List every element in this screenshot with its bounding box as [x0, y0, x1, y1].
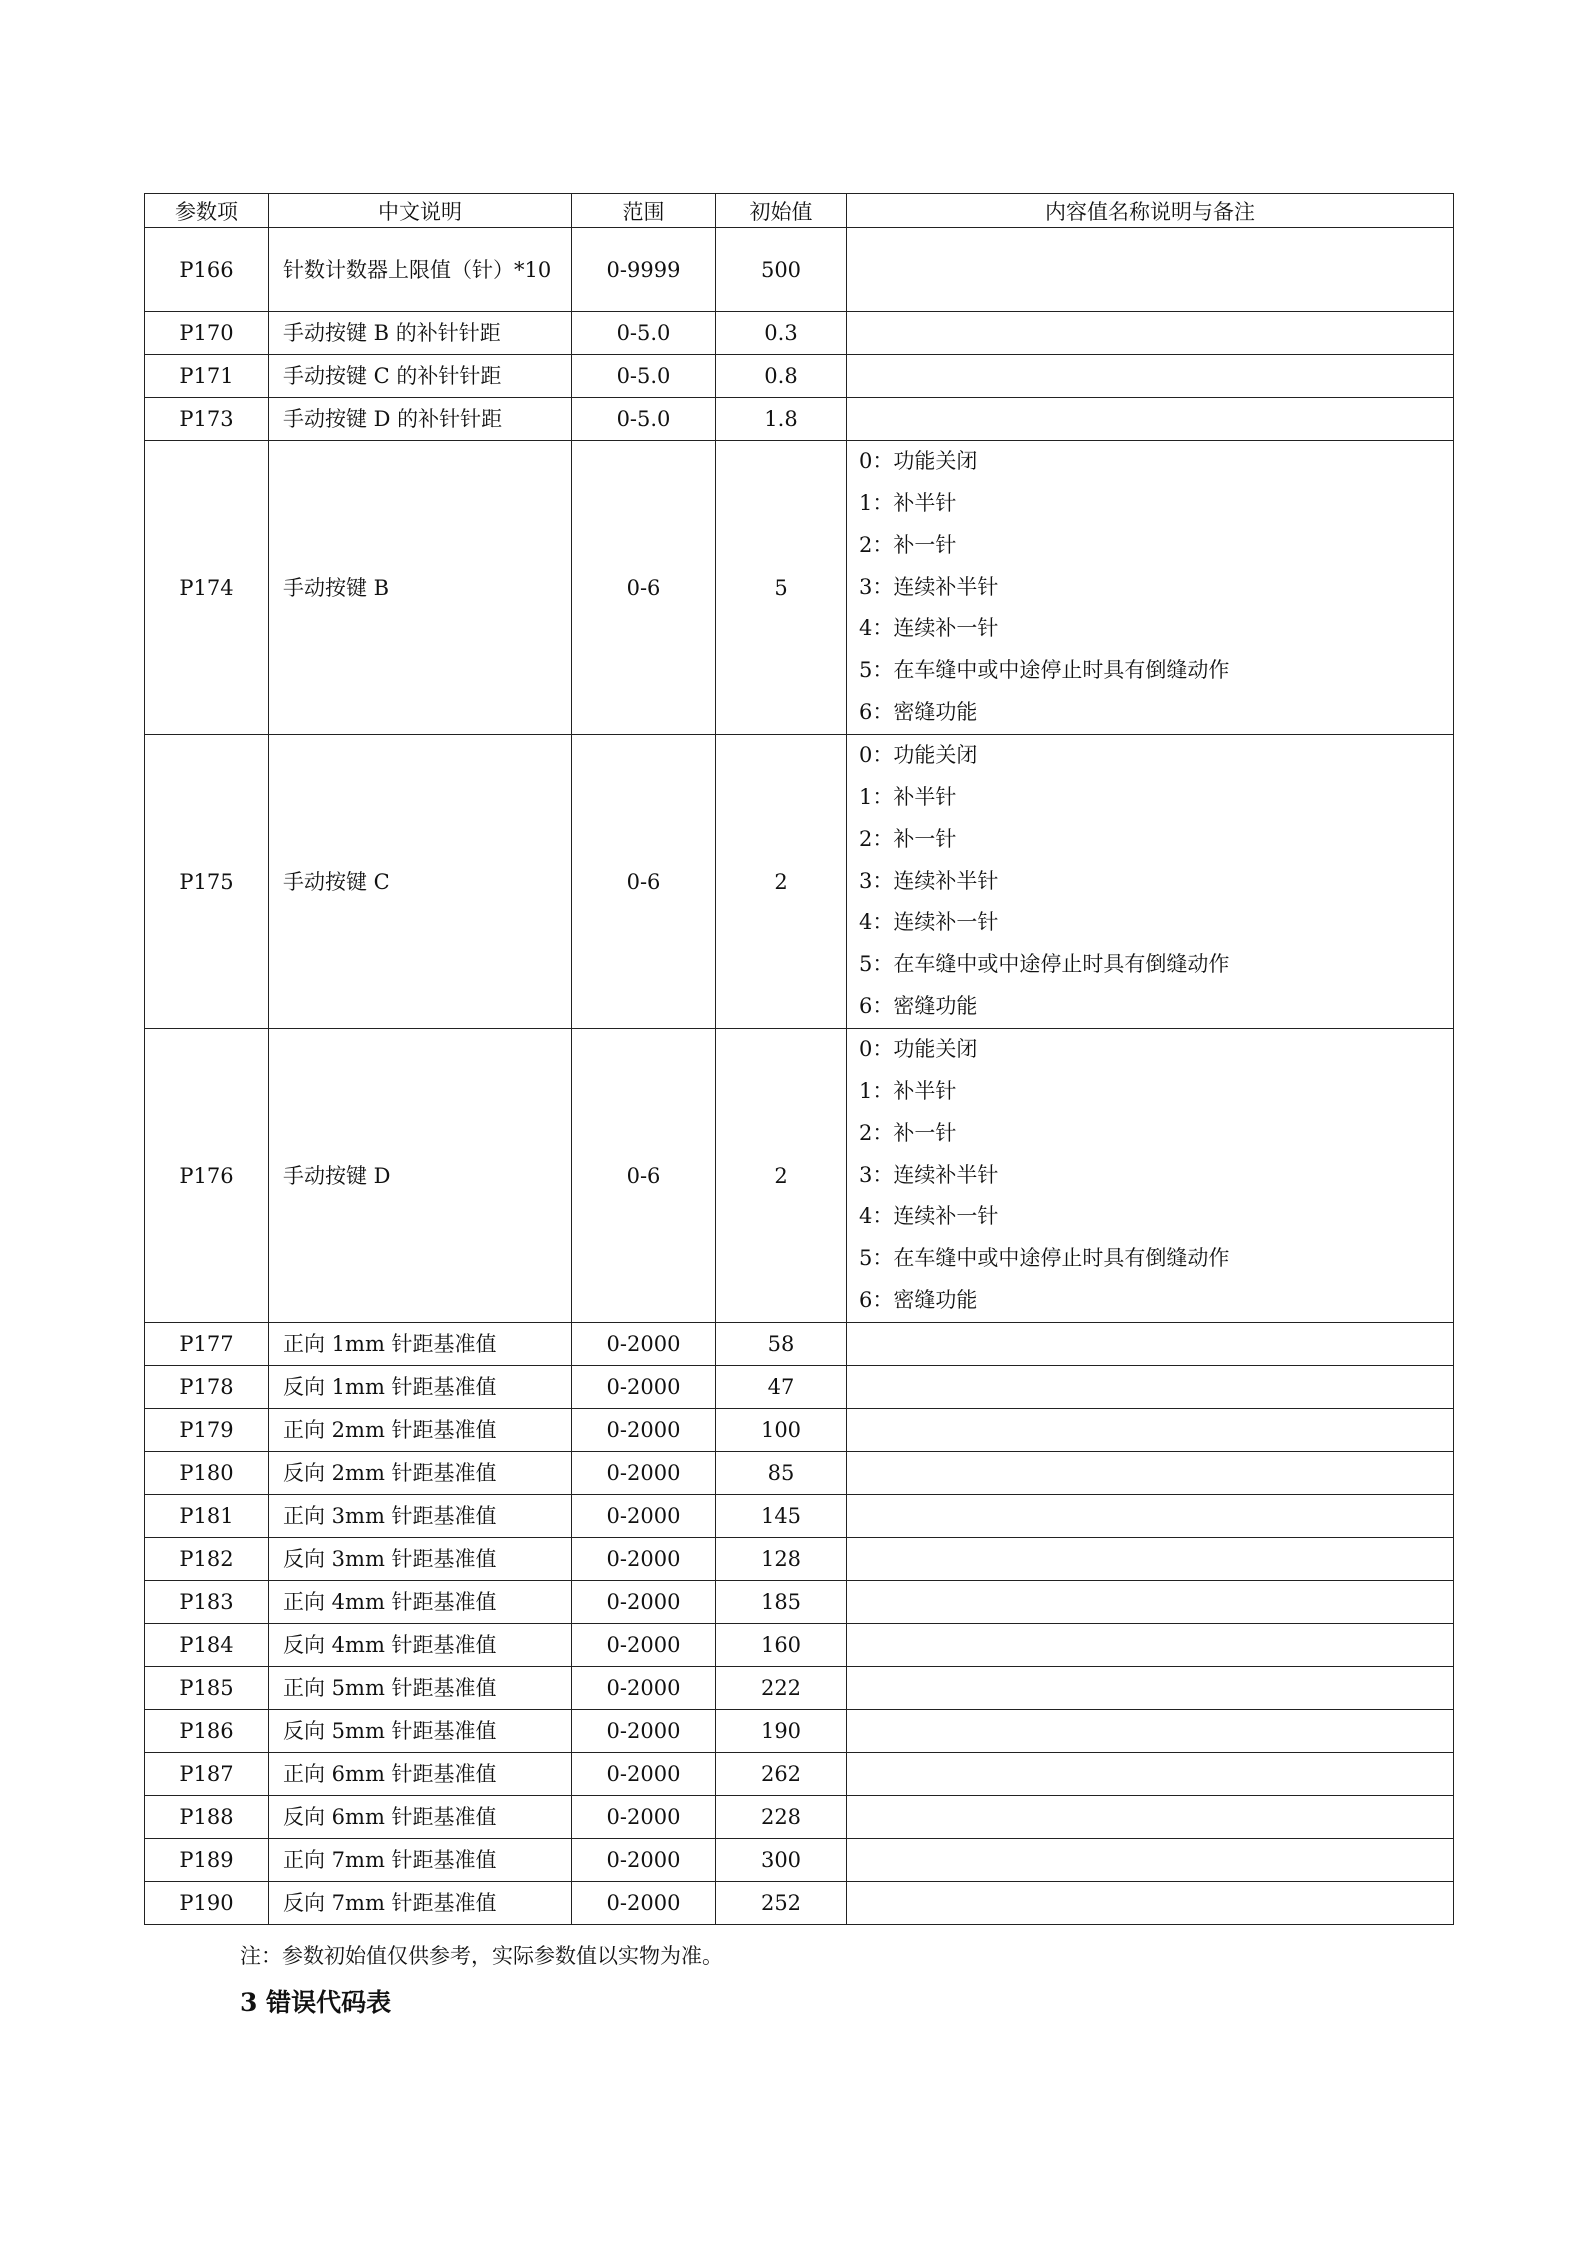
- cell-desc: [269, 1796, 572, 1839]
- table-row: [145, 1323, 1454, 1366]
- cell-desc-text: 正向 7mm 针距基准值: [283, 1848, 497, 1872]
- cell-desc-text: 反向 2mm 针距基准值: [283, 1461, 497, 1485]
- option-line: 5：在车缝中或中途停止时具有倒缝动作: [859, 658, 1230, 683]
- cell-desc-text: 手动按键 C: [283, 869, 390, 894]
- cell-init: 222: [716, 1667, 847, 1710]
- cell-desc: [269, 441, 572, 735]
- cell-range: 0-2000: [572, 1624, 716, 1667]
- table-row: [145, 1495, 1454, 1538]
- option-line: 4：连续补一针: [859, 1204, 999, 1229]
- option-line: 6：密缝功能: [859, 699, 978, 724]
- cell-desc: [269, 1409, 572, 1452]
- cell-init: 85: [716, 1452, 847, 1495]
- cell-desc-text: 反向 5mm 针距基准值: [283, 1719, 497, 1743]
- table-row: [145, 398, 1454, 441]
- cell-range: 0-5.0: [572, 398, 716, 441]
- cell-param: P186: [145, 1710, 269, 1753]
- cell-desc-text: 反向 1mm 针距基准值: [283, 1375, 497, 1399]
- cell-param: P166: [145, 228, 269, 312]
- cell-note: [847, 1581, 1454, 1624]
- option-line: 1：补半针: [859, 1079, 957, 1103]
- cell-desc: [269, 312, 572, 355]
- cell-range: 0-2000: [572, 1667, 716, 1710]
- cell-init: 0.3: [716, 312, 847, 355]
- cell-desc-text: 手动按键 C 的补针针距: [283, 364, 502, 388]
- cell-param: P170: [145, 312, 269, 355]
- cell-desc: [269, 1029, 572, 1323]
- option-line: 1：补半针: [859, 491, 957, 515]
- table-row: [145, 355, 1454, 398]
- header-desc: 中文说明: [269, 194, 572, 228]
- cell-init: 2: [716, 735, 847, 1029]
- cell-param: P171: [145, 355, 269, 398]
- cell-init: 190: [716, 1710, 847, 1753]
- cell-init: 5: [716, 441, 847, 735]
- cell-init: 128: [716, 1538, 847, 1581]
- cell-param: P182: [145, 1538, 269, 1581]
- cell-range: 0-2000: [572, 1796, 716, 1839]
- cell-desc: [269, 735, 572, 1029]
- section-heading: 3 错误代码表: [240, 1988, 392, 2017]
- cell-desc: [269, 1667, 572, 1710]
- cell-param: P183: [145, 1581, 269, 1624]
- cell-note: [847, 312, 1454, 355]
- table-row: [145, 1710, 1454, 1753]
- cell-param: P173: [145, 398, 269, 441]
- cell-desc: [269, 1839, 572, 1882]
- cell-note: [847, 1796, 1454, 1839]
- option-line: 0：功能关闭: [859, 743, 978, 768]
- cell-note-options: [847, 1029, 1454, 1323]
- cell-init: 228: [716, 1796, 847, 1839]
- cell-desc-text: 反向 4mm 针距基准值: [283, 1633, 497, 1657]
- cell-desc: [269, 1323, 572, 1366]
- option-line: 6：密缝功能: [859, 993, 978, 1018]
- table-footnote: 注：参数初始值仅供参考，实际参数值以实物为准。: [240, 1944, 723, 1968]
- table-row: [145, 1753, 1454, 1796]
- cell-desc: [269, 1366, 572, 1409]
- table-row: [145, 1029, 1454, 1323]
- cell-desc-text: 针数计数器上限值（针）*10: [283, 257, 552, 282]
- cell-init: 252: [716, 1882, 847, 1925]
- cell-param: P184: [145, 1624, 269, 1667]
- option-line: 3：连续补半针: [859, 574, 999, 599]
- cell-param: P187: [145, 1753, 269, 1796]
- cell-param: P178: [145, 1366, 269, 1409]
- option-line: 1：补半针: [859, 785, 957, 809]
- cell-range: 0-2000: [572, 1452, 716, 1495]
- table-body: [145, 228, 1454, 1925]
- cell-note: [847, 1495, 1454, 1538]
- cell-init: 262: [716, 1753, 847, 1796]
- option-line: 2：补一针: [859, 1120, 957, 1145]
- cell-note: [847, 1667, 1454, 1710]
- table-row: [145, 1624, 1454, 1667]
- cell-init: 1.8: [716, 398, 847, 441]
- cell-desc-text: 正向 4mm 针距基准值: [283, 1590, 497, 1614]
- cell-init: 160: [716, 1624, 847, 1667]
- option-line: 5：在车缝中或中途停止时具有倒缝动作: [859, 1246, 1230, 1271]
- cell-note: [847, 398, 1454, 441]
- cell-desc-text: 手动按键 D 的补针针距: [283, 407, 503, 431]
- cell-param: P177: [145, 1323, 269, 1366]
- cell-desc-text: 手动按键 B: [283, 575, 390, 600]
- cell-range: 0-6: [572, 441, 716, 735]
- cell-param: P175: [145, 735, 269, 1029]
- cell-note: [847, 1452, 1454, 1495]
- option-line: 3：连续补半针: [859, 1162, 999, 1187]
- cell-note: [847, 1882, 1454, 1925]
- cell-desc-text: 反向 7mm 针距基准值: [283, 1891, 497, 1915]
- cell-desc: [269, 1581, 572, 1624]
- cell-range: 0-5.0: [572, 355, 716, 398]
- cell-range: 0-2000: [572, 1366, 716, 1409]
- cell-param: P180: [145, 1452, 269, 1495]
- cell-note: [847, 1366, 1454, 1409]
- table-row: [145, 1796, 1454, 1839]
- table-row: [145, 1366, 1454, 1409]
- table-row: [145, 735, 1454, 1029]
- cell-range: 0-2000: [572, 1581, 716, 1624]
- table-row: [145, 1581, 1454, 1624]
- cell-note: [847, 1409, 1454, 1452]
- cell-param: P188: [145, 1796, 269, 1839]
- table-row: [145, 228, 1454, 312]
- cell-init: 145: [716, 1495, 847, 1538]
- table-row: [145, 312, 1454, 355]
- table-row: [145, 1538, 1454, 1581]
- cell-desc: [269, 228, 572, 312]
- cell-param: P176: [145, 1029, 269, 1323]
- cell-param: P185: [145, 1667, 269, 1710]
- table-row: [145, 1882, 1454, 1925]
- cell-desc-text: 正向 5mm 针距基准值: [283, 1676, 497, 1700]
- cell-desc: [269, 1452, 572, 1495]
- cell-range: 0-2000: [572, 1753, 716, 1796]
- cell-init: 300: [716, 1839, 847, 1882]
- cell-init: 100: [716, 1409, 847, 1452]
- table-row: [145, 1667, 1454, 1710]
- cell-note: [847, 1538, 1454, 1581]
- header-row: [145, 194, 1454, 228]
- cell-note: [847, 1624, 1454, 1667]
- cell-param: P181: [145, 1495, 269, 1538]
- cell-param: P179: [145, 1409, 269, 1452]
- option-line: 2：补一针: [859, 532, 957, 557]
- option-line: 3：连续补半针: [859, 868, 999, 893]
- cell-note: [847, 1710, 1454, 1753]
- header-note: 内容值名称说明与备注: [847, 194, 1454, 228]
- table-row: [145, 1409, 1454, 1452]
- cell-desc: [269, 1753, 572, 1796]
- cell-note: [847, 1753, 1454, 1796]
- cell-desc-text: 正向 2mm 针距基准值: [283, 1418, 497, 1442]
- parameter-table: [144, 193, 1454, 1925]
- cell-init: 2: [716, 1029, 847, 1323]
- header-range: 范围: [572, 194, 716, 228]
- cell-init: 0.8: [716, 355, 847, 398]
- cell-init: 58: [716, 1323, 847, 1366]
- cell-desc: [269, 1882, 572, 1925]
- option-line: 6：密缝功能: [859, 1287, 978, 1312]
- cell-note: [847, 355, 1454, 398]
- option-line: 0：功能关闭: [859, 1037, 978, 1062]
- cell-desc-text: 正向 1mm 针距基准值: [283, 1332, 497, 1356]
- cell-range: 0-5.0: [572, 312, 716, 355]
- cell-param: P190: [145, 1882, 269, 1925]
- option-line: 4：连续补一针: [859, 616, 999, 641]
- cell-desc-text: 反向 3mm 针距基准值: [283, 1547, 497, 1571]
- cell-desc: [269, 355, 572, 398]
- cell-desc: [269, 1538, 572, 1581]
- cell-init: 47: [716, 1366, 847, 1409]
- cell-range: 0-6: [572, 735, 716, 1029]
- cell-desc-text: 手动按键 B 的补针针距: [283, 321, 501, 345]
- cell-range: 0-2000: [572, 1839, 716, 1882]
- cell-range: 0-2000: [572, 1495, 716, 1538]
- cell-desc: [269, 1710, 572, 1753]
- table-row: [145, 1839, 1454, 1882]
- option-line: 0：功能关闭: [859, 449, 978, 474]
- cell-range: 0-2000: [572, 1710, 716, 1753]
- cell-range: 0-2000: [572, 1409, 716, 1452]
- header-param: 参数项: [145, 194, 269, 228]
- cell-note: [847, 1839, 1454, 1882]
- option-line: 4：连续补一针: [859, 910, 999, 935]
- table-header: [145, 194, 1454, 228]
- option-line: 2：补一针: [859, 826, 957, 851]
- cell-note: [847, 1323, 1454, 1366]
- cell-init: 500: [716, 228, 847, 312]
- cell-desc: [269, 398, 572, 441]
- cell-param: P189: [145, 1839, 269, 1882]
- cell-desc-text: 正向 3mm 针距基准值: [283, 1504, 497, 1528]
- cell-desc-text: 反向 6mm 针距基准值: [283, 1805, 497, 1829]
- table-row: [145, 441, 1454, 735]
- cell-range: 0-2000: [572, 1323, 716, 1366]
- cell-range: 0-6: [572, 1029, 716, 1323]
- cell-range: 0-9999: [572, 228, 716, 312]
- cell-desc-text: 正向 6mm 针距基准值: [283, 1762, 497, 1786]
- cell-desc: [269, 1624, 572, 1667]
- cell-desc: [269, 1495, 572, 1538]
- cell-range: 0-2000: [572, 1882, 716, 1925]
- cell-note-options: [847, 441, 1454, 735]
- cell-init: 185: [716, 1581, 847, 1624]
- option-line: 5：在车缝中或中途停止时具有倒缝动作: [859, 952, 1230, 977]
- cell-note: [847, 228, 1454, 312]
- header-init: 初始值: [716, 194, 847, 228]
- cell-desc-text: 手动按键 D: [283, 1163, 391, 1188]
- table-row: [145, 1452, 1454, 1495]
- cell-param: P174: [145, 441, 269, 735]
- cell-note-options: [847, 735, 1454, 1029]
- cell-range: 0-2000: [572, 1538, 716, 1581]
